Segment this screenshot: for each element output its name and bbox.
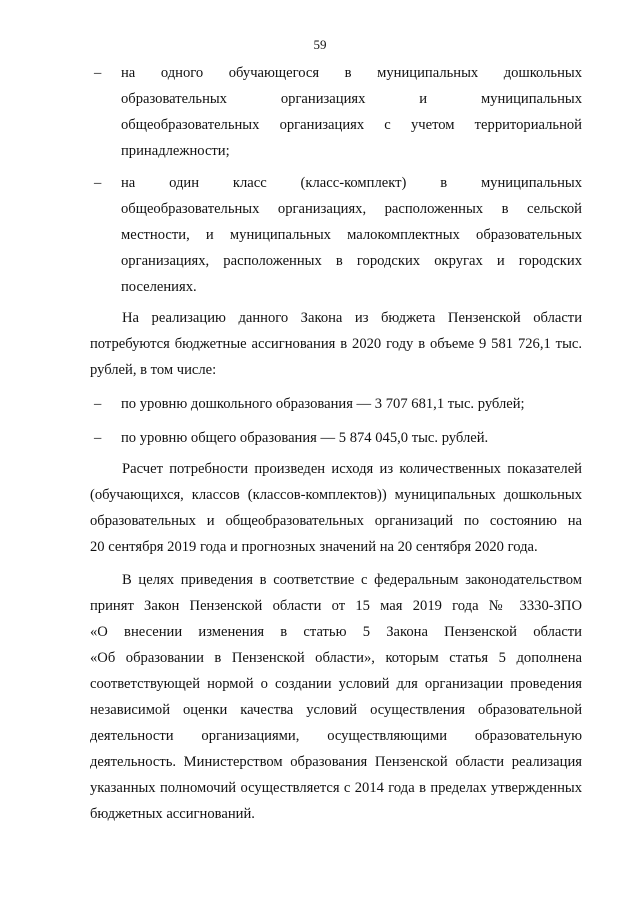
text-line: – на одного обучающегося в муниципальных дошкольных bbox=[90, 60, 582, 86]
text-line: «О внесении изменения в статью 5 Закона Пензенской области bbox=[90, 624, 582, 640]
text-line: деятельности организациями, осуществляющими образовательную bbox=[90, 728, 582, 744]
text-line: поселениях. bbox=[121, 279, 197, 295]
text-line: общеобразовательных организациях, расположенных в сельской bbox=[121, 201, 582, 217]
text-line: – на один класс (класс-комплект) в муниципальных bbox=[90, 170, 582, 196]
text-line: общеобразовательных организациях с учетом территориальной bbox=[121, 117, 582, 133]
text-line: На реализацию данного Закона из бюджета Пензенской области bbox=[122, 310, 582, 326]
text-line: принадлежности; bbox=[121, 143, 230, 159]
dash-marker: – bbox=[94, 65, 102, 81]
text-line: образовательных организациях и муниципальных bbox=[121, 91, 582, 107]
text-line: соответствующей нормой о создании условий для организации проведения bbox=[90, 676, 582, 692]
bullet-item-per-student bbox=[90, 60, 582, 164]
text-line: местности, и муниципальных малокомплектных образовательных bbox=[121, 227, 582, 243]
text-line: – по уровню дошкольного образования — 3 707 681,1 тыс. рублей; bbox=[90, 391, 582, 417]
dash-marker: – bbox=[94, 175, 102, 191]
text-line: рублей, в том числе: bbox=[90, 362, 217, 378]
dash-marker: – bbox=[94, 396, 102, 412]
paragraph-funding bbox=[90, 305, 582, 383]
text-line: Расчет потребности произведен исходя из количественных показателей bbox=[122, 461, 582, 477]
text-line: В целях приведения в соответствие с федеральным законодательством bbox=[122, 572, 582, 588]
text-line: образовательных и общеобразовательных организаций по состоянию на bbox=[90, 513, 582, 529]
text-line: – по уровню общего образования — 5 874 045,0 тыс. рублей. bbox=[90, 425, 582, 451]
text-line: (обучающихся, классов (классов-комплектов)) муниципальных дошкольных bbox=[90, 487, 582, 503]
text-line: деятельность. Министерством образования Пензенской области реализация bbox=[90, 754, 582, 770]
text-line: «Об образовании в Пензенской области», которым статья 5 дополнена bbox=[90, 650, 582, 666]
text-line: организациях, расположенных в городских округах и городских bbox=[121, 253, 582, 269]
text-line: указанных полномочий осуществляется с 2014 года в пределах утвержденных bbox=[90, 780, 582, 796]
paragraph-law bbox=[90, 567, 582, 827]
budget-item-general bbox=[90, 425, 582, 451]
budget-item-preschool bbox=[90, 391, 582, 417]
text-line: потребуются бюджетные ассигнования в 2020 году в объеме 9 581 726,1 тыс. bbox=[90, 336, 582, 352]
paragraph-calculation bbox=[90, 456, 582, 560]
text-line: принят Закон Пензенской области от 15 мая 2019 года № 3330-ЗПО bbox=[90, 598, 582, 614]
text-line: бюджетных ассигнований. bbox=[90, 806, 255, 822]
text-line: 20 сентября 2019 года и прогнозных значений на 20 сентября 2020 года. bbox=[90, 539, 538, 555]
dash-marker: – bbox=[94, 430, 102, 446]
text-line: независимой оценки качества условий осуществления образовательной bbox=[90, 702, 582, 718]
page-number: 59 bbox=[313, 37, 327, 52]
bullet-item-per-class bbox=[90, 170, 582, 300]
